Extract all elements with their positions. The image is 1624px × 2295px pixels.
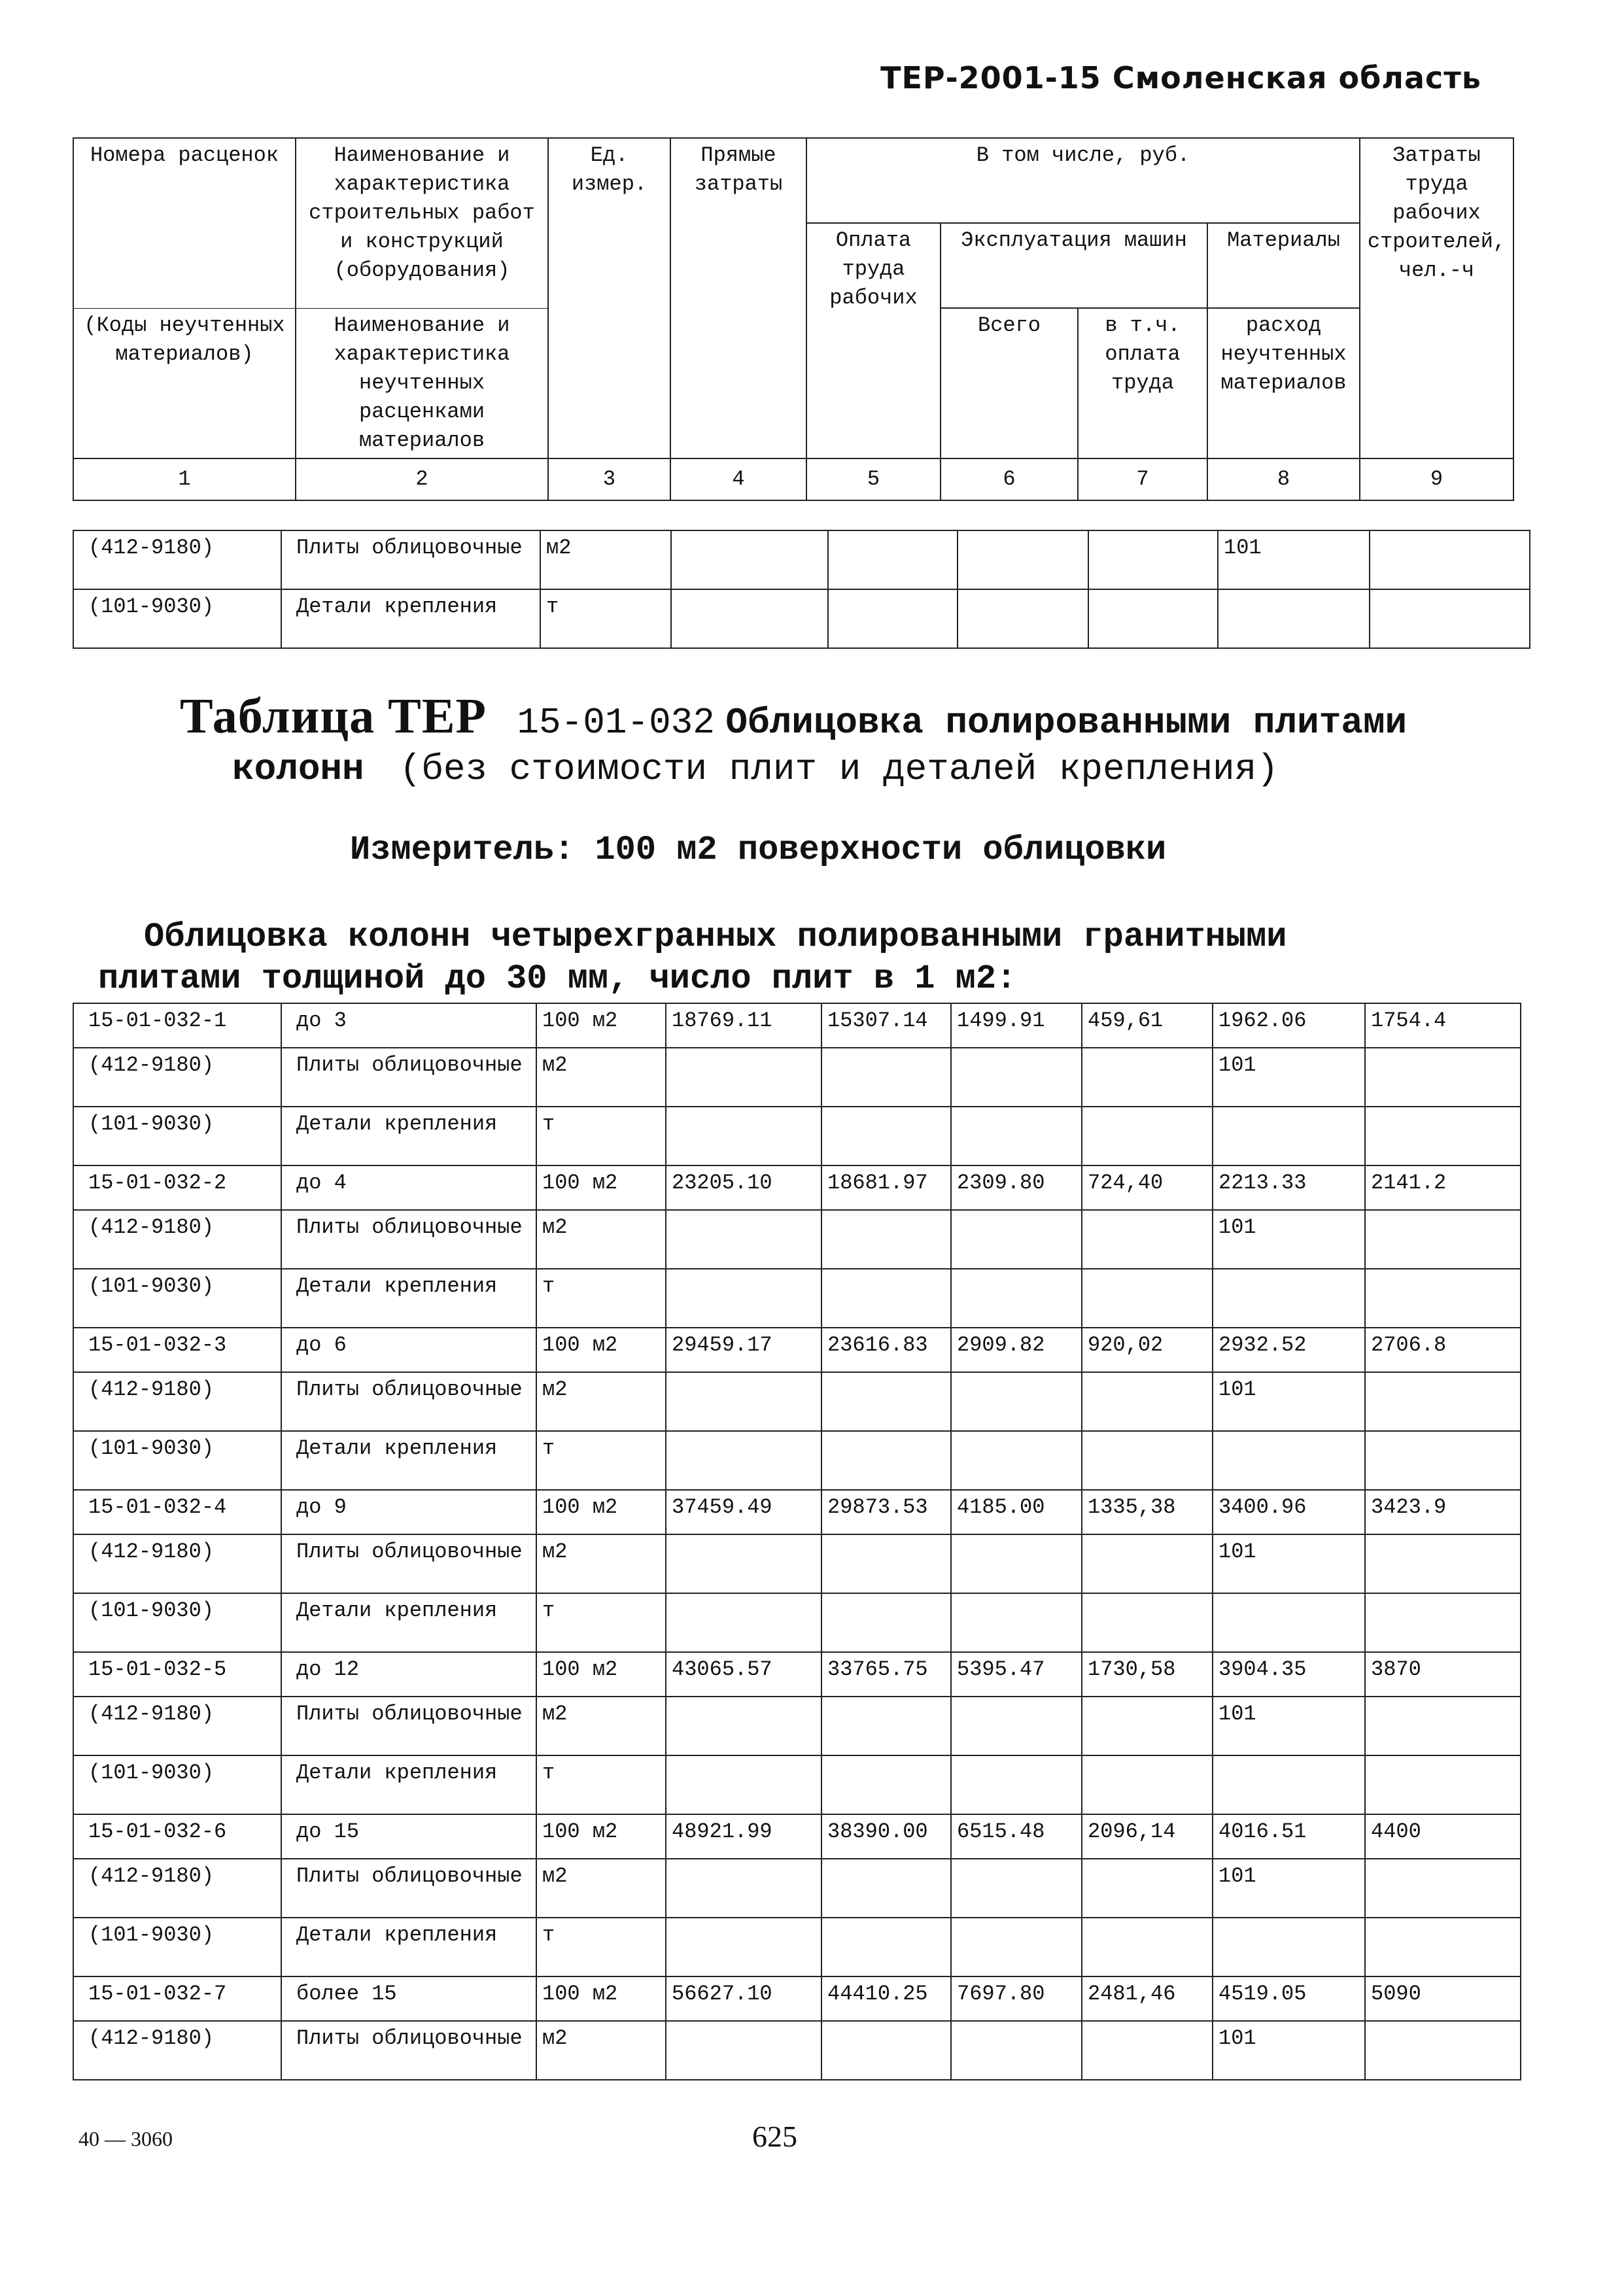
table-cell: 2309.80 xyxy=(951,1165,1082,1210)
table-cell: т xyxy=(540,589,671,648)
table-cell: т xyxy=(536,1431,666,1490)
table-cell xyxy=(671,530,828,589)
table-cell xyxy=(951,2021,1082,2080)
table-cell xyxy=(821,1107,951,1165)
table-cell: 1335,38 xyxy=(1082,1490,1213,1534)
col-number: 1 xyxy=(73,458,296,500)
table-cell: 2909.82 xyxy=(951,1328,1082,1372)
table-cell: 2481,46 xyxy=(1082,1976,1213,2021)
table-cell xyxy=(1082,1107,1213,1165)
table-cell xyxy=(1082,2021,1213,2080)
table-cell: более 15 xyxy=(281,1976,536,2021)
table-cell xyxy=(951,1107,1082,1165)
table-cell: Детали крепления xyxy=(281,1269,536,1328)
col-number: 5 xyxy=(806,458,941,500)
col3-header: Ед. измер. xyxy=(548,138,670,458)
table-cell xyxy=(1370,589,1530,648)
table-cell xyxy=(821,1859,951,1918)
col8-subheader: расход неучтенных материалов xyxy=(1207,308,1360,458)
material-row xyxy=(73,1372,1521,1431)
col5-header: Оплата труда рабочих xyxy=(806,223,941,458)
table-cell: 920,02 xyxy=(1082,1328,1213,1372)
table-cell: 6515.48 xyxy=(951,1814,1082,1859)
table-cell: (412-9180) xyxy=(73,1859,281,1918)
table-title-line-2 xyxy=(232,744,1279,792)
table-cell: Плиты облицовочные xyxy=(281,1697,536,1755)
table-cell: 29873.53 xyxy=(821,1490,951,1534)
table-cell: 101 xyxy=(1213,2021,1365,2080)
table-cell xyxy=(1082,1755,1213,1814)
table-cell: 100 м2 xyxy=(536,1814,666,1859)
table-cell xyxy=(1365,1697,1521,1755)
table-cell: 1730,58 xyxy=(1082,1652,1213,1697)
table-cell xyxy=(821,1918,951,1976)
table-cell xyxy=(1213,1755,1365,1814)
table-cell: 101 xyxy=(1213,1048,1365,1107)
table-cell: (412-9180) xyxy=(73,1534,281,1593)
table-cell: 100 м2 xyxy=(536,1976,666,2021)
table-cell: (412-9180) xyxy=(73,530,281,589)
table-cell: 37459.49 xyxy=(666,1490,821,1534)
col1-subheader: (Коды неучтенных материалов) xyxy=(73,308,296,458)
table-cell: 100 м2 xyxy=(536,1003,666,1048)
table-cell xyxy=(951,1755,1082,1814)
page-number: 625 xyxy=(752,2120,797,2153)
table-cell xyxy=(821,1755,951,1814)
table-cell xyxy=(951,1918,1082,1976)
material-row xyxy=(73,530,1530,589)
material-row xyxy=(73,1593,1521,1652)
table-cell xyxy=(1365,1269,1521,1328)
table-cell xyxy=(666,2021,821,2080)
table-cell: м2 xyxy=(540,530,671,589)
col6-header: Всего xyxy=(941,308,1078,458)
table-cell: м2 xyxy=(536,1372,666,1431)
table-cell xyxy=(828,530,958,589)
table-cell: до 6 xyxy=(281,1328,536,1372)
table-cell xyxy=(951,1593,1082,1652)
table-cell xyxy=(666,1859,821,1918)
table-cell xyxy=(951,1859,1082,1918)
table-cell: м2 xyxy=(536,1859,666,1918)
table-cell xyxy=(821,1210,951,1269)
table-cell: 724,40 xyxy=(1082,1165,1213,1210)
table-cell: Детали крепления xyxy=(281,1918,536,1976)
table-cell: Плиты облицовочные xyxy=(281,1048,536,1107)
table-title-line-1 xyxy=(180,690,1407,749)
table-cell xyxy=(1365,1372,1521,1431)
table-cell xyxy=(951,1048,1082,1107)
table-cell: 3423.9 xyxy=(1365,1490,1521,1534)
table-cell: 101 xyxy=(1218,530,1370,589)
table-name-cont: колонн xyxy=(232,748,364,790)
table-cell xyxy=(666,1269,821,1328)
table-cell: (101-9030) xyxy=(73,1755,281,1814)
table-cell: (412-9180) xyxy=(73,1372,281,1431)
rate-row xyxy=(73,1490,1521,1534)
table-cell: Плиты облицовочные xyxy=(281,1210,536,1269)
material-row xyxy=(73,1918,1521,1976)
material-row xyxy=(73,1755,1521,1814)
col-number: 2 xyxy=(296,458,548,500)
table-cell: т xyxy=(536,1755,666,1814)
table-cell xyxy=(666,1431,821,1490)
table-cell: м2 xyxy=(536,1210,666,1269)
table-cell xyxy=(1082,1431,1213,1490)
table-cell xyxy=(951,1431,1082,1490)
table-cell xyxy=(1218,589,1370,648)
table-cell: 15-01-032-7 xyxy=(73,1976,281,2021)
table-cell: 23205.10 xyxy=(666,1165,821,1210)
col-number: 3 xyxy=(548,458,670,500)
meter-line: Измеритель: 100 м2 поверхности облицовки xyxy=(350,831,1167,869)
table-cell: 15307.14 xyxy=(821,1003,951,1048)
table-cell: 100 м2 xyxy=(536,1328,666,1372)
table-cell xyxy=(821,1269,951,1328)
table-cell: 101 xyxy=(1213,1210,1365,1269)
col6-group-header: Эксплуатация машин xyxy=(941,223,1207,308)
table-cell: 15-01-032-5 xyxy=(73,1652,281,1697)
table-name-note: (без стоимости плит и деталей крепления) xyxy=(399,748,1279,790)
table-cell xyxy=(1365,1107,1521,1165)
table-cell: 15-01-032-2 xyxy=(73,1165,281,1210)
table-cell: 43065.57 xyxy=(666,1652,821,1697)
table-cell: Плиты облицовочные xyxy=(281,1859,536,1918)
col2-header: Наименование и характеристика строительных работ и конструкций (оборудования) xyxy=(296,138,548,308)
table-cell xyxy=(821,1534,951,1593)
table-cell xyxy=(1213,1918,1365,1976)
table-cell: до 9 xyxy=(281,1490,536,1534)
table-cell xyxy=(1088,530,1218,589)
material-row xyxy=(73,1697,1521,1755)
material-row xyxy=(73,1048,1521,1107)
table-cell xyxy=(666,1534,821,1593)
table-cell xyxy=(666,1372,821,1431)
table-cell: до 15 xyxy=(281,1814,536,1859)
rate-row xyxy=(73,1328,1521,1372)
material-row xyxy=(73,1107,1521,1165)
table-cell xyxy=(666,1593,821,1652)
table-cell xyxy=(951,1269,1082,1328)
table-cell: м2 xyxy=(536,1534,666,1593)
subtitle-line-2: плитами толщиной до 30 мм, число плит в 1 м2: xyxy=(98,959,1017,998)
col9-header: Затраты труда рабочих строителей, чел.-ч xyxy=(1360,138,1513,458)
table-cell xyxy=(666,1697,821,1755)
table-cell xyxy=(821,1697,951,1755)
table-cell xyxy=(666,1107,821,1165)
table-cell xyxy=(1082,1697,1213,1755)
table-cell: Детали крепления xyxy=(281,1431,536,1490)
footer-code: 40 — 3060 xyxy=(78,2127,173,2150)
table-cell: (101-9030) xyxy=(73,1593,281,1652)
col-number: 8 xyxy=(1207,458,1360,500)
table-cell: Плиты облицовочные xyxy=(281,1372,536,1431)
table-cell: 3400.96 xyxy=(1213,1490,1365,1534)
table-cell: 18769.11 xyxy=(666,1003,821,1048)
table-cell: 38390.00 xyxy=(821,1814,951,1859)
table-cell xyxy=(1213,1593,1365,1652)
table-cell: (101-9030) xyxy=(73,1269,281,1328)
table-cell xyxy=(821,1372,951,1431)
material-row xyxy=(73,2021,1521,2080)
col2-subheader: Наименование и характеристика неучтенных расценками материалов xyxy=(296,308,548,458)
table-cell xyxy=(828,589,958,648)
table-cell: 56627.10 xyxy=(666,1976,821,2021)
table-cell: Детали крепления xyxy=(281,1755,536,1814)
material-row xyxy=(73,1534,1521,1593)
col1-header: Номера расценок xyxy=(73,138,296,308)
table-cell: 2213.33 xyxy=(1213,1165,1365,1210)
table-title-prefix: Таблица ТЕР xyxy=(180,689,487,744)
table-cell: 100 м2 xyxy=(536,1490,666,1534)
table-cell xyxy=(1088,589,1218,648)
table-cell: 101 xyxy=(1213,1697,1365,1755)
table-cell: 15-01-032-6 xyxy=(73,1814,281,1859)
table-cell: 5090 xyxy=(1365,1976,1521,2021)
table-cell: 1962.06 xyxy=(1213,1003,1365,1048)
table-cell: 3870 xyxy=(1365,1652,1521,1697)
table-cell: 2141.2 xyxy=(1365,1165,1521,1210)
col8-header: Материалы xyxy=(1207,223,1360,308)
table-cell: Плиты облицовочные xyxy=(281,1534,536,1593)
table-cell xyxy=(1365,1859,1521,1918)
table-cell: до 12 xyxy=(281,1652,536,1697)
table-cell xyxy=(1082,1918,1213,1976)
table-cell xyxy=(671,589,828,648)
table-cell xyxy=(1370,530,1530,589)
col-number: 4 xyxy=(670,458,806,500)
table-cell: 44410.25 xyxy=(821,1976,951,2021)
table-cell: (101-9030) xyxy=(73,1918,281,1976)
col-number: 9 xyxy=(1360,458,1513,500)
column-header-table xyxy=(73,137,1514,501)
rate-row xyxy=(73,1976,1521,2021)
table-cell xyxy=(821,1048,951,1107)
table-cell: Детали крепления xyxy=(281,1107,536,1165)
table-cell xyxy=(1365,1918,1521,1976)
table-cell: 100 м2 xyxy=(536,1652,666,1697)
table-cell: 7697.80 xyxy=(951,1976,1082,2021)
table-cell: 1499.91 xyxy=(951,1003,1082,1048)
table-cell xyxy=(666,1048,821,1107)
table-cell xyxy=(1082,1210,1213,1269)
material-row xyxy=(73,589,1530,648)
table-cell xyxy=(1365,1048,1521,1107)
material-row xyxy=(73,1431,1521,1490)
table-cell: 5395.47 xyxy=(951,1652,1082,1697)
table-cell xyxy=(1365,1593,1521,1652)
table-cell: 23616.83 xyxy=(821,1328,951,1372)
table-cell xyxy=(1082,1859,1213,1918)
material-row xyxy=(73,1210,1521,1269)
table-cell: (412-9180) xyxy=(73,1048,281,1107)
table-cell xyxy=(1082,1269,1213,1328)
table-cell: (412-9180) xyxy=(73,1697,281,1755)
table-cell: т xyxy=(536,1269,666,1328)
table-cell: (101-9030) xyxy=(73,1107,281,1165)
table-cell: 15-01-032-3 xyxy=(73,1328,281,1372)
table-cell: Детали крепления xyxy=(281,1593,536,1652)
table-cell: 3904.35 xyxy=(1213,1652,1365,1697)
table-cell xyxy=(1365,1755,1521,1814)
table-cell xyxy=(951,1697,1082,1755)
table-cell: 101 xyxy=(1213,1372,1365,1431)
table-cell: 15-01-032-4 xyxy=(73,1490,281,1534)
table-cell: Плиты облицовочные xyxy=(281,2021,536,2080)
table-cell: 4519.05 xyxy=(1213,1976,1365,2021)
table-cell: (101-9030) xyxy=(73,1431,281,1490)
table-cell: Детали крепления xyxy=(281,589,540,648)
col4-header: Прямые затраты xyxy=(670,138,806,458)
table-cell: 29459.17 xyxy=(666,1328,821,1372)
table-cell xyxy=(1082,1534,1213,1593)
table-cell: 1754.4 xyxy=(1365,1003,1521,1048)
table-cell: 101 xyxy=(1213,1859,1365,1918)
table-cell xyxy=(821,1593,951,1652)
table-cell: (101-9030) xyxy=(73,589,281,648)
table-cell xyxy=(1365,2021,1521,2080)
rate-row xyxy=(73,1814,1521,1859)
table-cell: до 4 xyxy=(281,1165,536,1210)
table-cell: 101 xyxy=(1213,1534,1365,1593)
table-cell xyxy=(1082,1048,1213,1107)
table-code: 15-01-032 xyxy=(517,702,715,744)
table-cell: м2 xyxy=(536,2021,666,2080)
table-cell xyxy=(1082,1593,1213,1652)
col-number: 6 xyxy=(941,458,1078,500)
table-cell: м2 xyxy=(536,1048,666,1107)
rate-row xyxy=(73,1165,1521,1210)
table-cell: т xyxy=(536,1918,666,1976)
col7-header: в т.ч. оплата труда xyxy=(1078,308,1207,458)
table-cell xyxy=(958,589,1088,648)
rate-row xyxy=(73,1652,1521,1697)
table-cell xyxy=(951,1372,1082,1431)
table-cell: 48921.99 xyxy=(666,1814,821,1859)
rates-table xyxy=(73,1003,1521,2080)
table-cell xyxy=(666,1755,821,1814)
table-cell: 18681.97 xyxy=(821,1165,951,1210)
table-cell xyxy=(1365,1431,1521,1490)
table-cell: 4016.51 xyxy=(1213,1814,1365,1859)
table-cell: 4185.00 xyxy=(951,1490,1082,1534)
table-cell xyxy=(951,1534,1082,1593)
table-cell: т xyxy=(536,1107,666,1165)
table-cell: м2 xyxy=(536,1697,666,1755)
table-cell: 459,61 xyxy=(1082,1003,1213,1048)
material-row xyxy=(73,1859,1521,1918)
table-cell: 2706.8 xyxy=(1365,1328,1521,1372)
table-cell xyxy=(821,1431,951,1490)
col-number: 7 xyxy=(1078,458,1207,500)
col-group-header: В том числе, руб. xyxy=(806,138,1360,223)
table-cell xyxy=(666,1210,821,1269)
table-cell: до 3 xyxy=(281,1003,536,1048)
table-cell xyxy=(951,1210,1082,1269)
continuation-table xyxy=(73,530,1530,649)
table-cell: (412-9180) xyxy=(73,1210,281,1269)
table-cell: 4400 xyxy=(1365,1814,1521,1859)
table-cell xyxy=(958,530,1088,589)
table-cell xyxy=(1213,1269,1365,1328)
subtitle-line-1: Облицовка колонн четырехгранных полированными гранитными xyxy=(144,918,1287,956)
table-cell: Плиты облицовочные xyxy=(281,530,540,589)
table-cell: 100 м2 xyxy=(536,1165,666,1210)
rate-row xyxy=(73,1003,1521,1048)
table-cell: 15-01-032-1 xyxy=(73,1003,281,1048)
table-cell xyxy=(821,2021,951,2080)
table-cell: 33765.75 xyxy=(821,1652,951,1697)
table-cell: (412-9180) xyxy=(73,2021,281,2080)
table-cell xyxy=(1082,1372,1213,1431)
table-cell: т xyxy=(536,1593,666,1652)
table-cell xyxy=(666,1918,821,1976)
table-cell xyxy=(1213,1107,1365,1165)
table-cell: 2096,14 xyxy=(1082,1814,1213,1859)
table-cell xyxy=(1365,1210,1521,1269)
table-cell xyxy=(1213,1431,1365,1490)
table-cell xyxy=(1365,1534,1521,1593)
document-header: ТЕР-2001-15 Смоленская область xyxy=(880,60,1481,95)
material-row xyxy=(73,1269,1521,1328)
table-name: Облицовка полированными плитами xyxy=(725,702,1408,744)
table-cell: 2932.52 xyxy=(1213,1328,1365,1372)
